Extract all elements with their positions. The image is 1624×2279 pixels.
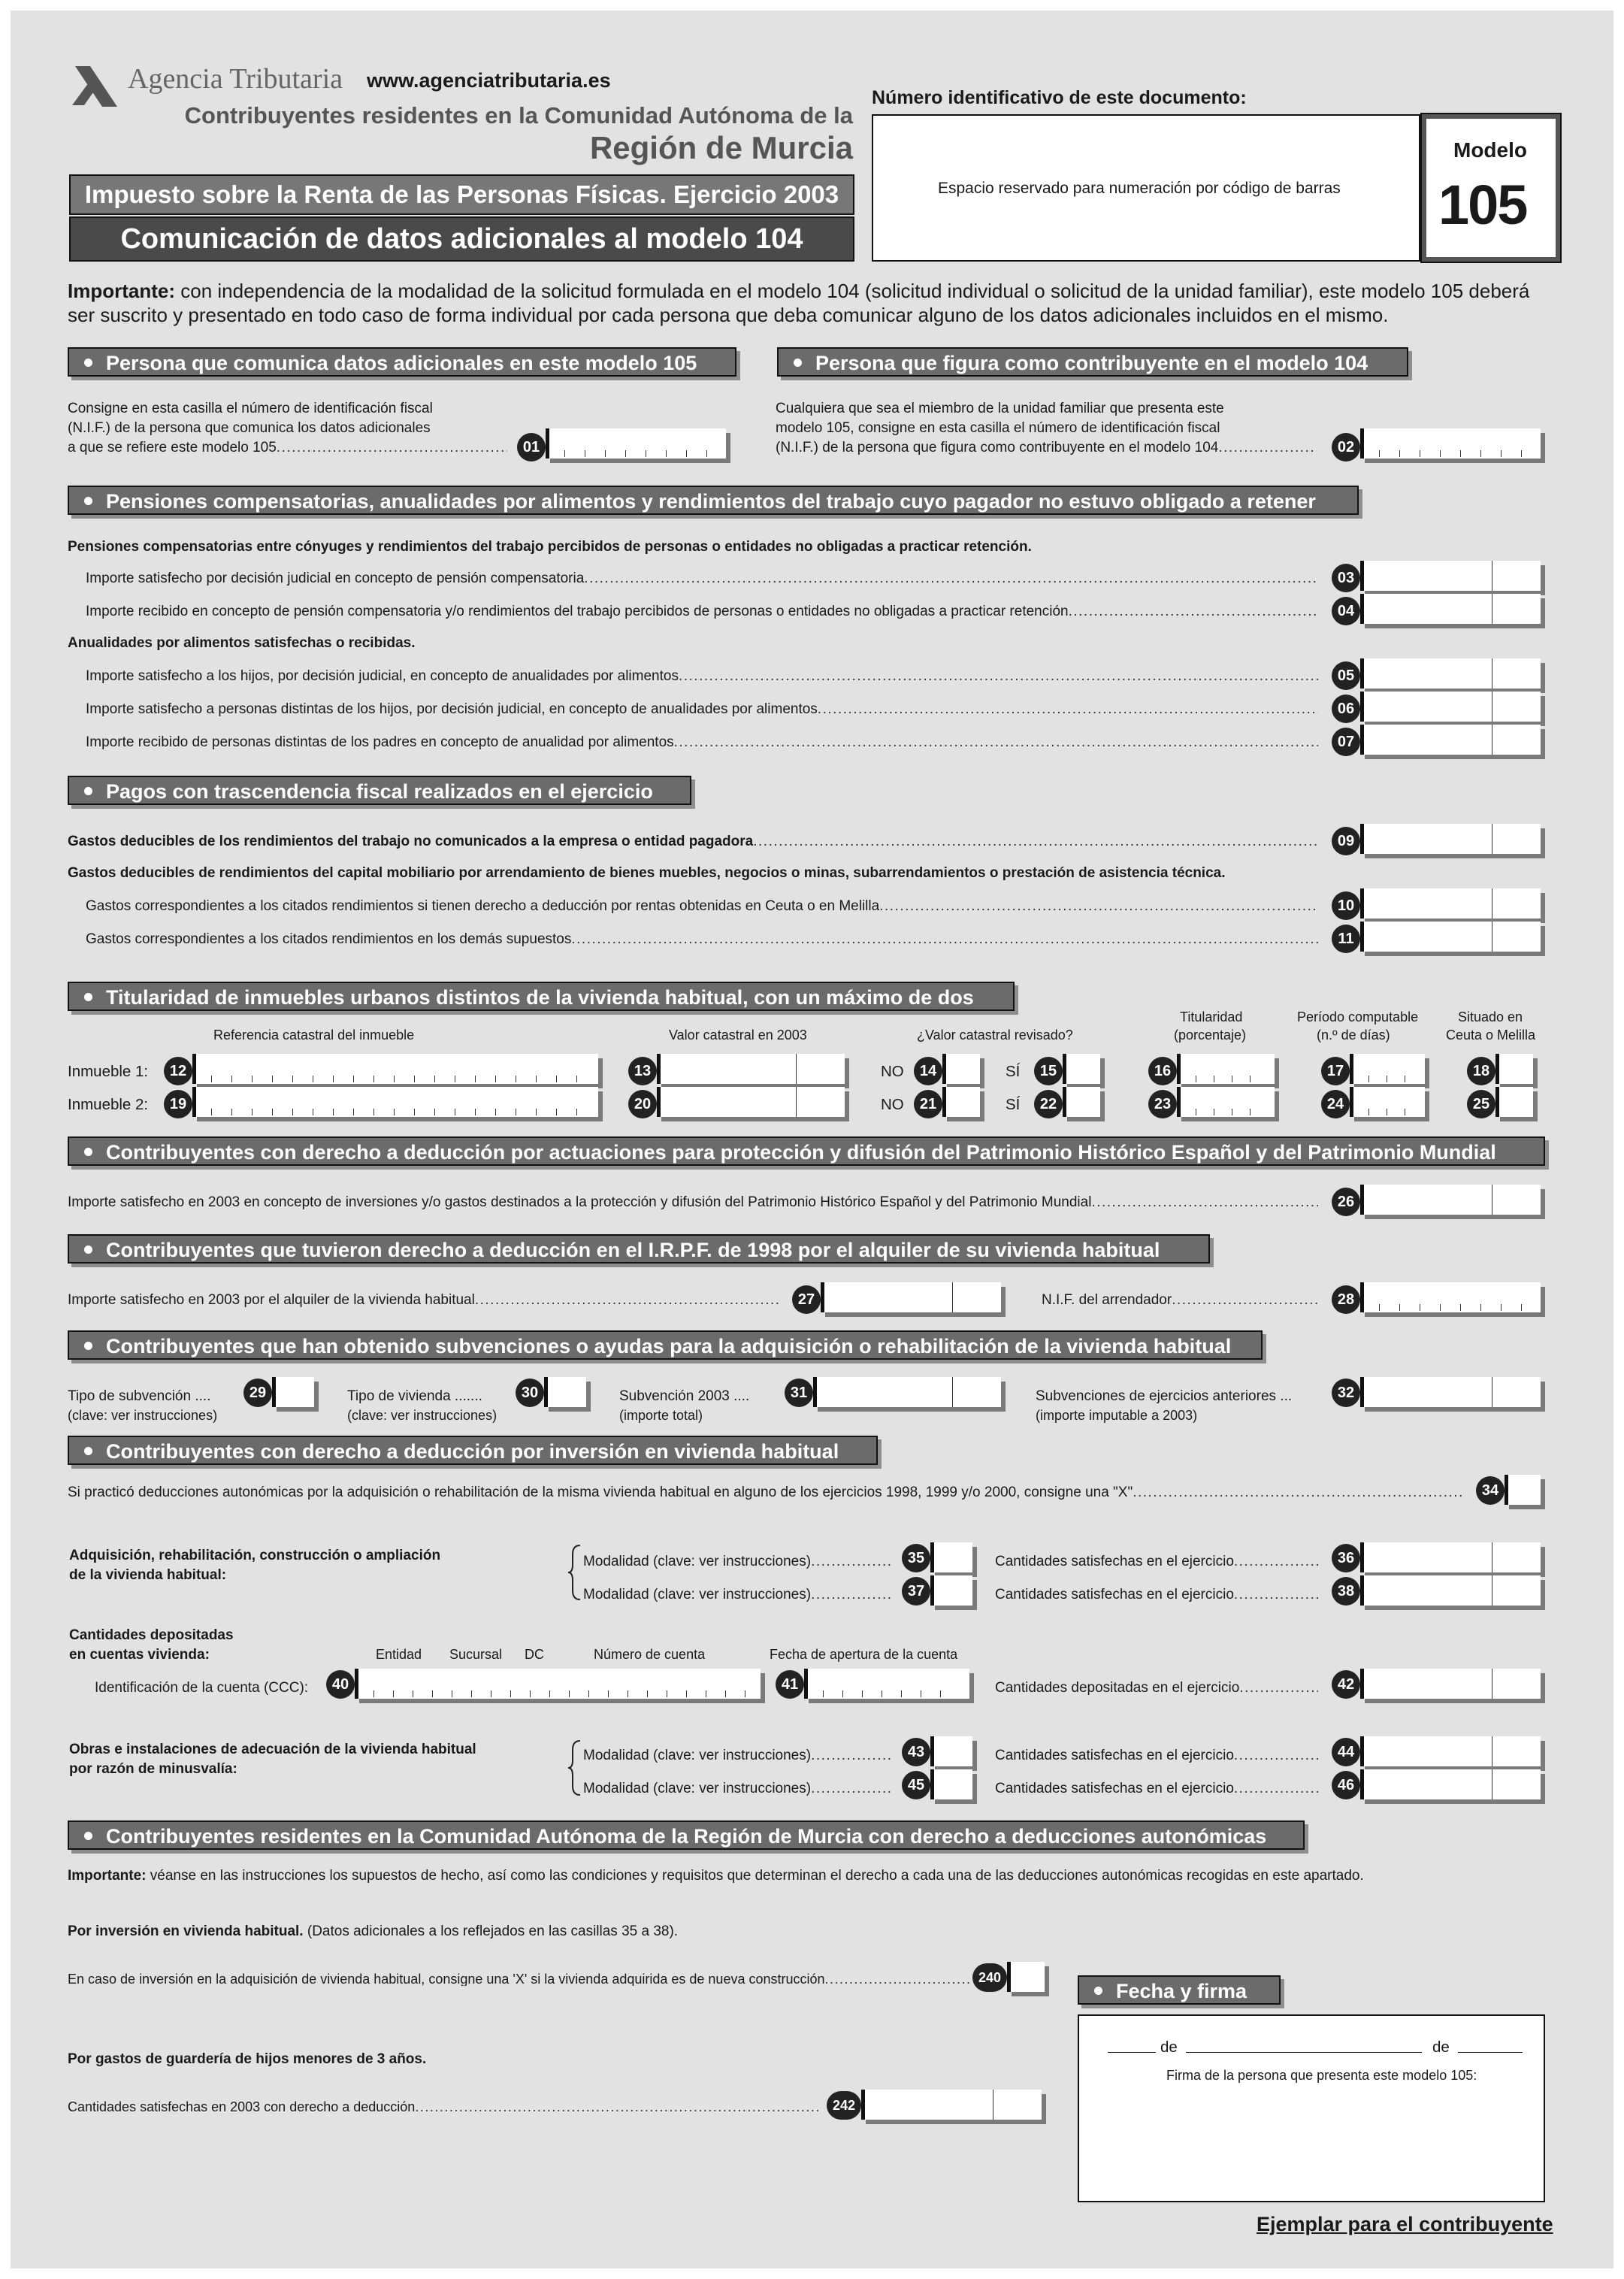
line-30-label: Tipo de vivienda .......: [347, 1388, 482, 1404]
section-murcia: [68, 1820, 1305, 1850]
box-10-input[interactable]: [1360, 888, 1541, 919]
guarderia-cantidades-input[interactable]: [861, 2090, 1042, 2120]
box-09-input[interactable]: [1360, 824, 1541, 854]
agencia-logo-icon: [68, 60, 123, 113]
line-46-label: Cantidades satisfechas en el ejercicio .....: [995, 1781, 1318, 1796]
box-44-number: 44: [1332, 1738, 1360, 1766]
col-sucursal: Sucursal: [449, 1647, 503, 1662]
nueva-construccion-checkbox[interactable]: [1007, 1962, 1045, 1992]
line-38-label: Cantidades satisfechas en el ejercicio .....: [995, 1587, 1318, 1602]
section-title: Titularidad de inmuebles urbanos distintos de la vivienda habitual, con un máximo de dos: [106, 986, 974, 1009]
revisado-si-1-checkbox[interactable]: [1063, 1054, 1100, 1084]
firma-day-line[interactable]: [1108, 2052, 1156, 2053]
line-06-label: Importe satisfecho a personas distintas de los hijos, por decisión judicial, en concepto de anualidades por alimentos .....: [86, 702, 1318, 716]
revisado-si-label: SÍ: [1006, 1096, 1021, 1113]
box-04-input[interactable]: [1360, 594, 1541, 624]
tipo-subvencion-input[interactable]: [272, 1377, 314, 1407]
box-03-number: 03: [1332, 564, 1360, 592]
col-situado-2: Ceuta o Melilla: [1446, 1028, 1536, 1043]
section-fecha-firma: [1078, 1975, 1281, 2005]
section-inversion: [68, 1436, 878, 1465]
box-09-number: 09: [1332, 827, 1360, 855]
col-periodo-1: Período computable: [1297, 1009, 1419, 1024]
line-29-hint: (clave: ver instrucciones): [68, 1408, 218, 1423]
box-30-number: 30: [516, 1379, 544, 1407]
cantidades-adquisicion-1-input[interactable]: [1360, 1542, 1541, 1572]
revisado-no-2-checkbox[interactable]: [942, 1087, 980, 1117]
cantidades-obras-2-input[interactable]: [1360, 1769, 1541, 1799]
persona-left-line2: (N.I.F.) de la persona que comunica los datos adicionales: [68, 420, 431, 436]
box-27-number: 27: [792, 1285, 821, 1314]
periodo-1-input[interactable]: [1350, 1054, 1425, 1084]
titularidad-1-input[interactable]: [1177, 1054, 1275, 1084]
col-entidad: Entidad: [376, 1647, 422, 1662]
box-26-input[interactable]: [1360, 1185, 1541, 1215]
box-45-number: 45: [902, 1771, 930, 1799]
obras-heading-1: Obras e instalaciones de adecuación de la vivienda habitual: [69, 1742, 476, 1757]
line-04-label: Importe recibido en concepto de pensión compensatoria y/o rendimientos del trabajo percibidos de personas o entidades no obligadas a practicar retención .....: [86, 604, 1318, 619]
modelo-number: 105: [1438, 174, 1527, 236]
pagos-subheading: Gastos deducibles de rendimientos del capital mobiliario por arrendamiento de bienes muebles, negocios o minas, subarrendamientos o prestación de asistencia técnica.: [68, 865, 1226, 881]
modalidad-obras-2-input[interactable]: [930, 1769, 972, 1799]
inmueble-1-label: Inmueble 1:: [68, 1063, 149, 1080]
line-32-hint: (importe imputable a 2003): [1036, 1408, 1198, 1423]
tax-title-banner: [69, 174, 854, 215]
box-12-number: 12: [164, 1057, 192, 1085]
doc-id-label: Número identificativo de este documento:: [872, 87, 1247, 108]
box-16-number: 16: [1148, 1057, 1177, 1085]
nif-comunica-input[interactable]: [546, 428, 726, 459]
line-31-hint: (importe total): [619, 1408, 703, 1423]
box-36-number: 36: [1332, 1544, 1360, 1572]
section-alquiler: [68, 1234, 1210, 1264]
periodo-2-input[interactable]: [1350, 1087, 1425, 1117]
line-28-label: N.I.F. del arrendador .....: [1042, 1293, 1318, 1307]
line-26-label: Importe satisfecho en 2003 en concepto de inversiones y/o gastos destinados a la protección y difusión del Patrimonio Histórico Español y del Patrimonio Mundial .....: [68, 1195, 1318, 1209]
region-line: Contribuyentes residentes en la Comunidad Autónoma de la: [184, 102, 853, 129]
line-44-label: Cantidades satisfechas en el ejercicio .....: [995, 1748, 1318, 1763]
revisado-si-2-checkbox[interactable]: [1063, 1087, 1100, 1117]
firma-de-1: de: [1160, 2038, 1178, 2056]
adquisicion-heading-2: de la vivienda habitual:: [69, 1567, 227, 1583]
line-36-label: Cantidades satisfechas en el ejercicio .....: [995, 1554, 1318, 1569]
line-03-label: Importe satisfecho por decisión judicial en concepto de pensión compensatoria .....: [86, 571, 1318, 586]
line-34-label: Si practicó deducciones autonómicas por la adquisición o rehabilitación de la misma vivienda habitual en alguno de los ejercicios 1998, 1999 y/o 2000, consigne una "X" .....: [68, 1485, 1462, 1500]
section-title: Fecha y firma: [1116, 1980, 1247, 2002]
section-title: Persona que figura como contribuyente en el modelo 104: [815, 352, 1368, 374]
col-fecha-apertura: Fecha de apertura de la cuenta: [770, 1647, 958, 1662]
barcode-area: [872, 114, 1420, 262]
box-11-input[interactable]: [1360, 922, 1541, 952]
section-patrimonio: [68, 1136, 1545, 1166]
fecha-apertura-input[interactable]: [804, 1669, 969, 1699]
box-32-number: 32: [1332, 1379, 1360, 1407]
box-18-number: 18: [1467, 1057, 1495, 1085]
subvencion-2003-input[interactable]: [813, 1377, 1001, 1407]
section-persona-contribuyente: [777, 347, 1408, 377]
line-09-label: Gastos deducibles de los rendimientos del trabajo no comunicados a la empresa o entidad pagadora .....: [68, 834, 1318, 849]
persona-right-line3: (N.I.F.) de la persona que figura como contribuyente en el modelo 104 .....: [776, 440, 1317, 455]
important-text: con independencia de la modalidad de la solicitud formulada en el modelo 104 (solicitud individual o solicitud de la unidad familiar), este modelo 105 deberá: [180, 280, 1530, 302]
line-11-label: Gastos correspondientes a los citados rendimientos en los demás supuestos .....: [86, 932, 1318, 946]
ceuta-melilla-2-checkbox[interactable]: [1495, 1087, 1533, 1117]
murcia-inversion-heading: [68, 1924, 678, 1939]
x-deducciones-1998-checkbox[interactable]: [1505, 1475, 1541, 1505]
box-05-number: 05: [1332, 661, 1360, 690]
box-24-number: 24: [1321, 1090, 1350, 1118]
nif-arrendador-input[interactable]: [1360, 1282, 1541, 1312]
box-06-number: 06: [1332, 695, 1360, 723]
section-title: Contribuyentes que tuvieron derecho a deducción en el I.R.P.F. de 1998 por el alquiler de su vivienda habitual: [106, 1239, 1160, 1261]
section-title: Contribuyentes con derecho a deducción por inversión en vivienda habitual: [106, 1440, 839, 1463]
box-26-number: 26: [1332, 1188, 1360, 1216]
line-29-label: Tipo de subvención ....: [68, 1388, 211, 1404]
section-title: Pensiones compensatorias, anualidades por alimentos y rendimientos del trabajo cuyo pagador no estuvo obligado a retener: [106, 490, 1316, 513]
box-11-number: 11: [1332, 925, 1360, 953]
box-35-number: 35: [902, 1544, 930, 1572]
revisado-no-1-checkbox[interactable]: [942, 1054, 980, 1084]
box-10-number: 10: [1332, 891, 1360, 920]
adquisicion-heading-1: Adquisición, rehabilitación, construcción o ampliación: [69, 1548, 441, 1563]
box-19-number: 19: [164, 1090, 192, 1118]
website: www.agenciatributaria.es: [367, 69, 611, 92]
region-name: Región de Murcia: [589, 130, 853, 165]
line-05-label: Importe satisfecho a los hijos, por decisión judicial, en concepto de anualidades por alimentos .....: [86, 669, 1318, 683]
form-page: [11, 11, 1613, 2268]
tax-title: Impuesto sobre la Renta de las Personas Físicas. Ejercicio 2003: [84, 180, 839, 208]
box-242-number: 242: [827, 2091, 861, 2120]
col-referencia: Referencia catastral del inmueble: [213, 1028, 415, 1043]
line-35-label: Modalidad (clave: ver instrucciones) .....: [583, 1554, 891, 1569]
murcia-important-label: Importante:: [68, 1868, 147, 1884]
col-dc: DC: [525, 1647, 544, 1662]
form-title-banner: [69, 216, 854, 262]
modelo-box: [1422, 114, 1560, 262]
depositadas-heading-1: Cantidades depositadas: [69, 1627, 234, 1643]
revisado-no-label: NO: [881, 1063, 904, 1080]
depositadas-heading-2: en cuentas vivienda:: [69, 1647, 210, 1663]
col-periodo-2: (n.º de días): [1317, 1028, 1390, 1043]
referencia-catastral-2-input[interactable]: [192, 1087, 598, 1117]
section-pagos: [68, 776, 691, 805]
box-40-number: 40: [326, 1670, 355, 1699]
pensiones-subheading: Pensiones compensatorias entre cónyuges y rendimientos del trabajo percibidos de personas o entidades no obligadas a practicar retención.: [68, 539, 1032, 555]
line-242-label: Cantidades satisfechas en 2003 con derecho a deducción .....: [68, 2100, 819, 2114]
anualidades-subheading: Anualidades por alimentos satisfechas o recibidas.: [68, 635, 416, 651]
box-43-number: 43: [902, 1738, 930, 1766]
inmueble-2-label: Inmueble 2:: [68, 1096, 149, 1113]
persona-right-line1: Cualquiera que sea el miembro de la unidad familiar que presenta este: [776, 401, 1224, 416]
box-03-input[interactable]: [1360, 561, 1541, 591]
box-25-number: 25: [1467, 1090, 1495, 1118]
important-note-2: ser suscrito y presentado en todo caso de forma individual por cada persona que deba comunicar alguno de los datos adicionales incluidos en el mismo.: [68, 304, 1389, 326]
important-label: Importante:: [68, 280, 175, 302]
box-01-number: 01: [517, 433, 546, 462]
valor-catastral-1-input[interactable]: [657, 1054, 845, 1084]
box-04-number: 04: [1332, 597, 1360, 625]
section-title: Contribuyentes residentes en la Comunidad Autónoma de la Región de Murcia con derecho a deducciones autonómicas: [106, 1825, 1267, 1848]
firma-box[interactable]: [1078, 2014, 1545, 2202]
box-23-number: 23: [1148, 1090, 1177, 1118]
modelo-label: Modelo: [1453, 138, 1527, 162]
section-title: Contribuyentes que han obtenido subvenciones o ayudas para la adquisición o rehabilitación de la vivienda habitual: [106, 1335, 1232, 1357]
line-31-label: Subvención 2003 ....: [619, 1388, 750, 1404]
box-14-number: 14: [914, 1057, 942, 1085]
section-inmuebles: [68, 982, 1015, 1011]
line-27-label: Importe satisfecho en 2003 por el alquiler de la vivienda habitual .....: [68, 1293, 780, 1307]
box-29-number: 29: [243, 1379, 272, 1407]
subvenciones-anteriores-input[interactable]: [1360, 1377, 1541, 1407]
line-45-label: Modalidad (clave: ver instrucciones) .....: [583, 1781, 891, 1796]
cantidades-adquisicion-2-input[interactable]: [1360, 1575, 1541, 1606]
col-revisado: ¿Valor catastral revisado?: [917, 1028, 1073, 1043]
titularidad-2-input[interactable]: [1177, 1087, 1275, 1117]
box-31-number: 31: [785, 1379, 813, 1407]
box-240-number: 240: [972, 1963, 1007, 1992]
col-numero-cuenta: Número de cuenta: [594, 1647, 706, 1662]
murcia-inversion-bold: Por inversión en vivienda habitual.: [68, 1923, 304, 1939]
obras-heading-2: por razón de minusvalía:: [69, 1761, 237, 1777]
firma-caption: Firma de la persona que presenta este modelo 105:: [1166, 2068, 1477, 2083]
box-27-input[interactable]: [821, 1282, 1001, 1312]
modalidad-adquisicion-2-input[interactable]: [930, 1575, 972, 1606]
col-titularidad-2: (porcentaje): [1174, 1028, 1247, 1043]
box-21-number: 21: [914, 1090, 942, 1118]
murcia-inversion-text: (Datos adicionales a los reflejados en las casillas 35 a 38).: [307, 1923, 679, 1939]
murcia-important: [68, 1869, 1364, 1883]
persona-left-line1: Consigne en esta casilla el número de identificación fiscal: [68, 401, 433, 416]
box-13-number: 13: [628, 1057, 657, 1085]
box-15-number: 15: [1034, 1057, 1063, 1085]
cantidades-depositadas-input[interactable]: [1360, 1669, 1541, 1699]
brace-icon: [567, 1739, 583, 1796]
box-46-number: 46: [1332, 1771, 1360, 1799]
brand-name: Agencia Tributaria: [128, 63, 343, 95]
box-22-number: 22: [1034, 1090, 1063, 1118]
box-38-number: 38: [1332, 1577, 1360, 1606]
murcia-guarderia-heading: Por gastos de guardería de hijos menores de 3 años.: [68, 2051, 427, 2067]
box-06-input[interactable]: [1360, 692, 1541, 722]
firma-month-line[interactable]: [1186, 2052, 1422, 2053]
col-situado-1: Situado en: [1458, 1009, 1523, 1024]
footer-copy-label: Ejemplar para el contribuyente: [1257, 2213, 1553, 2235]
murcia-important-text: véanse en las instrucciones los supuestos de hecho, así como las condiciones y requisitos que determinan el derecho a cada una de las deducciones autonómicas recogidas en este apartado.: [150, 1868, 1364, 1884]
line-30-hint: (clave: ver instrucciones): [347, 1408, 497, 1423]
box-20-number: 20: [628, 1090, 657, 1118]
box-07-input[interactable]: [1360, 725, 1541, 755]
form-title: Comunicación de datos adicionales al modelo 104: [120, 223, 803, 255]
box-17-number: 17: [1321, 1057, 1350, 1085]
brace-icon: [567, 1544, 583, 1601]
revisado-no-label: NO: [881, 1096, 904, 1113]
section-title: Pagos con trascendencia fiscal realizados en el ejercicio: [106, 780, 653, 803]
col-valor: Valor catastral en 2003: [669, 1028, 807, 1043]
box-02-number: 02: [1332, 433, 1360, 462]
cantidades-obras-1-input[interactable]: [1360, 1736, 1541, 1766]
box-28-number: 28: [1332, 1285, 1360, 1314]
line-42-label: Cantidades depositadas en el ejercicio .....: [995, 1681, 1318, 1695]
box-05-input[interactable]: [1360, 658, 1541, 689]
modalidad-adquisicion-1-input[interactable]: [930, 1542, 972, 1572]
line-32-label: Subvenciones de ejercicios anteriores ...: [1036, 1388, 1293, 1404]
valor-catastral-2-input[interactable]: [657, 1087, 845, 1117]
nif-contribuyente-input[interactable]: [1360, 428, 1541, 459]
section-title: Persona que comunica datos adicionales en este modelo 105: [106, 352, 697, 374]
section-pensiones: [68, 486, 1359, 515]
box-42-number: 42: [1332, 1670, 1360, 1699]
ccc-input[interactable]: [355, 1669, 761, 1699]
ceuta-melilla-1-checkbox[interactable]: [1495, 1054, 1533, 1084]
tipo-vivienda-input[interactable]: [544, 1377, 586, 1407]
section-persona-comunica: [68, 347, 736, 377]
barcode-placeholder: Espacio reservado para numeración por código de barras: [938, 180, 1341, 197]
line-240-label: En caso de inversión en la adquisición de vivienda habitual, consigne una 'X' si la vivienda adquirida es de nueva construcción .....: [68, 1972, 969, 1986]
revisado-si-label: SÍ: [1006, 1063, 1021, 1080]
persona-right-line2: modelo 105, consigne en esta casilla el número de identificación fiscal: [776, 420, 1220, 436]
section-subvenciones: [68, 1330, 1263, 1360]
col-titularidad-1: Titularidad: [1180, 1009, 1243, 1024]
box-37-number: 37: [902, 1577, 930, 1606]
important-note: [68, 281, 1529, 301]
firma-year-line[interactable]: [1458, 2052, 1523, 2053]
line-43-label: Modalidad (clave: ver instrucciones) .....: [583, 1748, 891, 1763]
box-41-number: 41: [776, 1670, 804, 1699]
modalidad-obras-1-input[interactable]: [930, 1736, 972, 1766]
box-07-number: 07: [1332, 728, 1360, 756]
line-10-label: Gastos correspondientes a los citados rendimientos si tienen derecho a deducción por rentas obtenidas en Ceuta o en Melilla .....: [86, 899, 1318, 913]
firma-de-2: de: [1432, 2038, 1450, 2056]
persona-left-line3: a que se refiere este modelo 105 .....: [68, 440, 507, 455]
box-34-number: 34: [1476, 1476, 1505, 1505]
referencia-catastral-1-input[interactable]: [192, 1054, 598, 1084]
line-07-label: Importe recibido de personas distintas de los padres en concepto de anualidad por alimentos .....: [86, 735, 1318, 749]
ccc-label: Identificación de la cuenta (CCC):: [95, 1680, 309, 1696]
section-title: Contribuyentes con derecho a deducción por actuaciones para protección y difusión del Patrimonio Histórico Español y del Patrimonio Mundial: [106, 1141, 1496, 1164]
line-37-label: Modalidad (clave: ver instrucciones) .....: [583, 1587, 891, 1602]
